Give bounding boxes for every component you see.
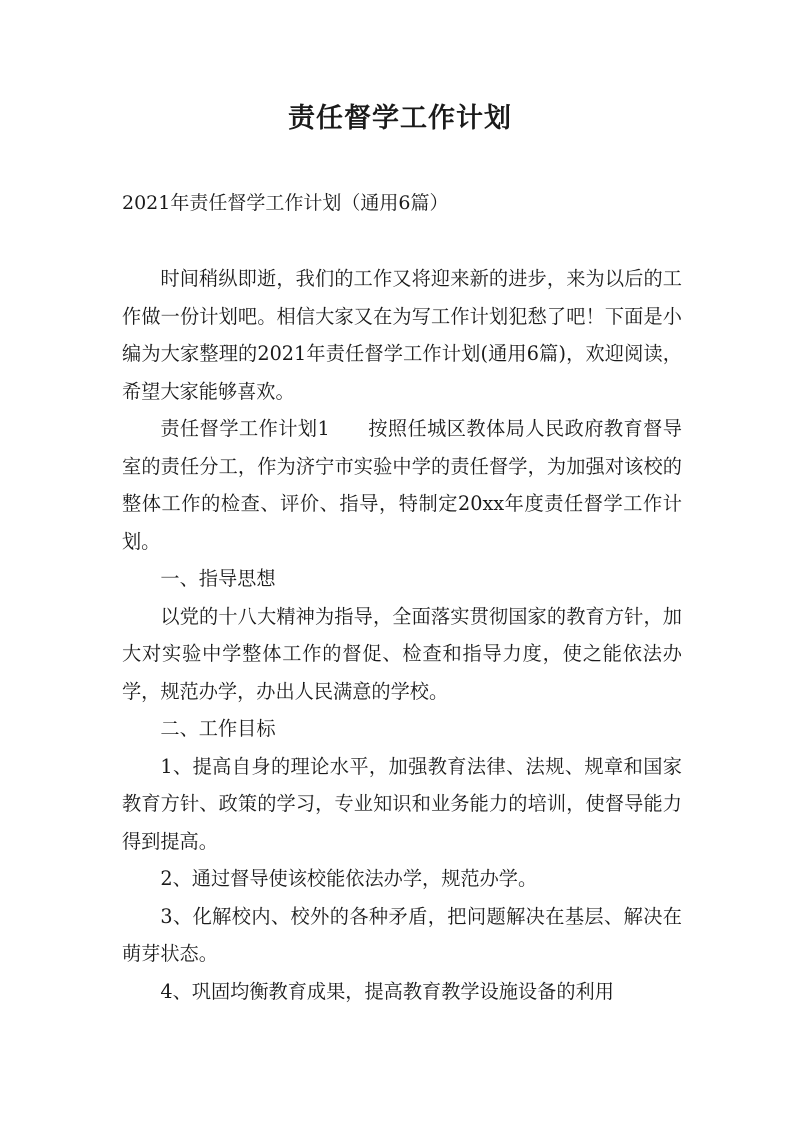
section1-paragraph: 以党的十八大精神为指导，全面落实贯彻国家的教育方针，加大对实验中学整体工作的督促、检查和指导力度，使之能依法办学，规范办学，办出人民满意的学校。 — [122, 604, 682, 703]
goal-item-4: 4、巩固均衡教育成果，提高教育教学设施设备的利用 — [160, 979, 614, 1003]
goal-item-1: 1、提高自身的理论水平，加强教育法律、法规、规章和国家教育方针、政策的学习，专业知识和业务能力的培训，使督导能力得到提高。 — [122, 754, 682, 853]
intro-paragraph: 时间稍纵即逝，我们的工作又将迎来新的进步，来为以后的工作做一份计划吧。相信大家又在为写工作计划犯愁了吧！下面是小编为大家整理的2021年责任督学工作计划(通用6篇)，欢迎阅读，希望大家能够喜欢。 — [122, 267, 682, 403]
plan-paragraph — [122, 410, 682, 560]
document-subtitle: 2021年责任督学工作计划（通用6篇） — [122, 192, 449, 214]
goal-item-2: 2、通过督导使该校能依法办学，规范办学。 — [160, 867, 538, 890]
document-title: 责任督学工作计划 — [288, 103, 512, 134]
document-body — [122, 260, 682, 1010]
plan-text: 按照任城区教体局人民政府教育督导室的责任分工，作为济宁市实验中学的责任督学，为加强对该校的整体工作的检查、评价、指导，特制定20xx年度责任督学工作计划。 — [122, 417, 682, 553]
plan-heading: 责任督学工作计划1 — [160, 417, 330, 440]
section1-heading: 一、指导思想 — [160, 567, 276, 590]
section2-heading: 二、工作目标 — [160, 717, 276, 740]
goal-item-3: 3、化解校内、校外的各种矛盾，把问题解决在基层、解决在萌芽状态。 — [122, 904, 682, 965]
